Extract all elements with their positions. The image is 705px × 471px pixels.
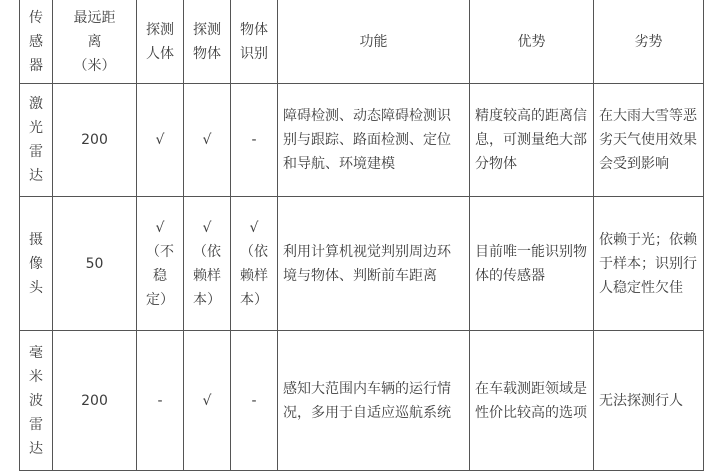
cell-advantage: 在车载测距领域是性价比较高的选项	[470, 331, 594, 471]
cell-sensor: 激 光 雷 达	[20, 84, 53, 197]
table-row	[20, 331, 704, 471]
cell-object-recognition: -	[231, 84, 278, 197]
cell-object-recognition: -	[231, 331, 278, 471]
header-advantage: 优势	[470, 0, 594, 84]
header-detect-human: 探测 人体	[137, 0, 184, 84]
header-max-distance: 最远距 离 （米）	[53, 0, 137, 84]
cell-max-distance: 200	[53, 84, 137, 197]
sensor-comparison-table	[19, 0, 704, 471]
header-object-recognition: 物体 识别	[231, 0, 278, 84]
cell-function: 障碍检测、动态障碍检测识别与跟踪、路面检测、定位和导航、环境建模	[278, 84, 470, 197]
cell-disadvantage: 依赖于光；依赖于样本；识别行人稳定性欠佳	[594, 197, 704, 331]
cell-detect-human: -	[137, 331, 184, 471]
cell-disadvantage: 在大雨大雪等恶劣天气使用效果会受到影响	[594, 84, 704, 197]
cell-detect-object: √	[184, 331, 231, 471]
table-row	[20, 197, 704, 331]
cell-detect-human: √	[137, 84, 184, 197]
header-sensor: 传 感 器	[20, 0, 53, 84]
header-disadvantage: 劣势	[594, 0, 704, 84]
cell-advantage: 目前唯一能识别物体的传感器	[470, 197, 594, 331]
table-row	[20, 84, 704, 197]
cell-max-distance: 200	[53, 331, 137, 471]
header-detect-object: 探测 物体	[184, 0, 231, 84]
header-function: 功能	[278, 0, 470, 84]
cell-function: 利用计算机视觉判别周边环境与物体、判断前车距离	[278, 197, 470, 331]
cell-sensor: 摄 像 头	[20, 197, 53, 331]
cell-object-recognition: √ （依 赖样 本）	[231, 197, 278, 331]
cell-detect-human: √ （不 稳 定）	[137, 197, 184, 331]
cell-disadvantage: 无法探测行人	[594, 331, 704, 471]
cell-detect-object: √	[184, 84, 231, 197]
table-header-row	[20, 0, 704, 84]
cell-max-distance: 50	[53, 197, 137, 331]
cell-function: 感知大范围内车辆的运行情况，多用于自适应巡航系统	[278, 331, 470, 471]
cell-advantage: 精度较高的距离信息，可测量绝大部分物体	[470, 84, 594, 197]
cell-sensor: 毫 米 波 雷 达	[20, 331, 53, 471]
cell-detect-object: √ （依 赖样 本）	[184, 197, 231, 331]
